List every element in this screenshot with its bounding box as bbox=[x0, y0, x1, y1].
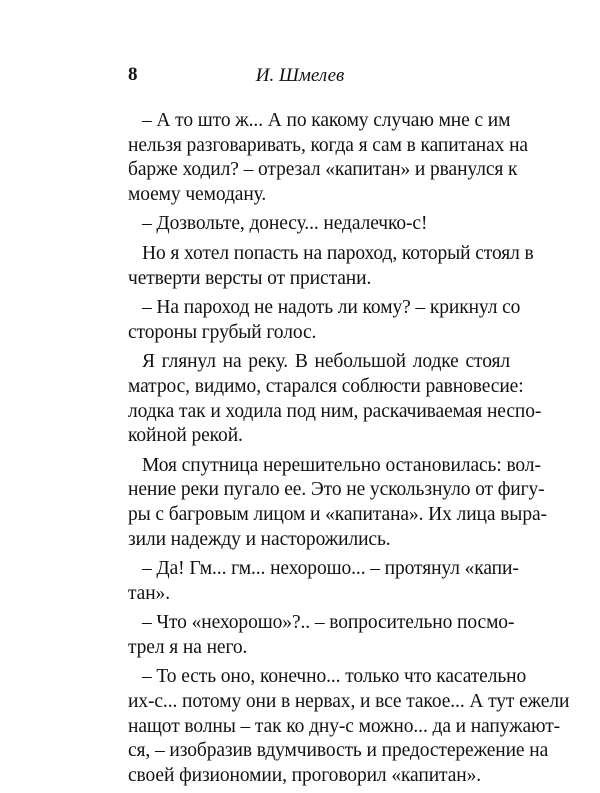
text-line: – Что «нехорошо»?.. – вопросительно посмо- bbox=[142, 612, 515, 634]
text-line: своей физиономии, проговорил «капитан». bbox=[128, 764, 482, 786]
text-line: – На пароход не надоть ли кому? – крикнул со bbox=[142, 297, 521, 319]
running-head: И. Шмелев bbox=[255, 65, 345, 86]
text-line: Но я хотел попасть на пароход, который стоял в bbox=[142, 242, 534, 264]
text-line: нение реки пугало ее. Это не ускользнуло от фигу- bbox=[128, 479, 545, 501]
text-line: стороны грубый голос. bbox=[128, 321, 317, 343]
text-line: – Да! Гм... гм... нехорошо... – протянул «капи- bbox=[142, 558, 519, 580]
text-line: – То есть оно, конечно... только что касательно bbox=[142, 666, 527, 688]
text-line: моему чемодану. bbox=[128, 183, 267, 205]
text-line: Моя спутница нерешительно остановилась: вол- bbox=[142, 454, 541, 476]
paragraph bbox=[128, 454, 547, 552]
paragraph bbox=[128, 296, 521, 345]
text-line: их-с... потому они в нервах, и все такое... А тут ежели bbox=[128, 691, 570, 713]
paragraph bbox=[128, 242, 534, 291]
text-line: четверти версты от пристани. bbox=[128, 267, 372, 289]
body-text bbox=[128, 109, 570, 793]
paragraph bbox=[128, 611, 515, 660]
text-line: – Дозвольте, донесу... недалечко-с! bbox=[142, 213, 428, 235]
text-line: барже ходил? – отрезал «капитан» и рванулся к bbox=[128, 159, 518, 181]
text-line: койной рекой. bbox=[128, 425, 243, 447]
text-line: тан». bbox=[128, 582, 170, 604]
page-number: 8 bbox=[128, 64, 138, 85]
text-line: – А то што ж... А по какому случаю мне с им bbox=[142, 110, 511, 131]
text-line: зили надежду и насторожились. bbox=[128, 528, 391, 550]
text-line: нащот волны – так ко дну-с можно... да и напужают- bbox=[128, 715, 561, 737]
paragraph bbox=[128, 665, 570, 788]
paragraph bbox=[128, 557, 519, 606]
text-line: матрос, видимо, старался соблюсти равновесие: bbox=[128, 375, 524, 397]
paragraph bbox=[128, 212, 510, 237]
text-line: лодка так и ходила под ним, раскачиваемая неспо- bbox=[128, 400, 542, 422]
text-line: ры с багровым лицом и «капитана». Их лица выра- bbox=[128, 503, 547, 525]
text-line: Я глянул на реку. В небольшой лодке стоял bbox=[142, 351, 510, 373]
text-line: трел я на него. bbox=[128, 636, 248, 658]
text-line: ся, – изобразив вдумчивость и предостережение на bbox=[128, 740, 549, 762]
text-line: нельзя разговаривать, когда я сам в капитанах на bbox=[128, 134, 528, 156]
paragraph bbox=[128, 109, 528, 207]
paragraph bbox=[128, 350, 542, 448]
